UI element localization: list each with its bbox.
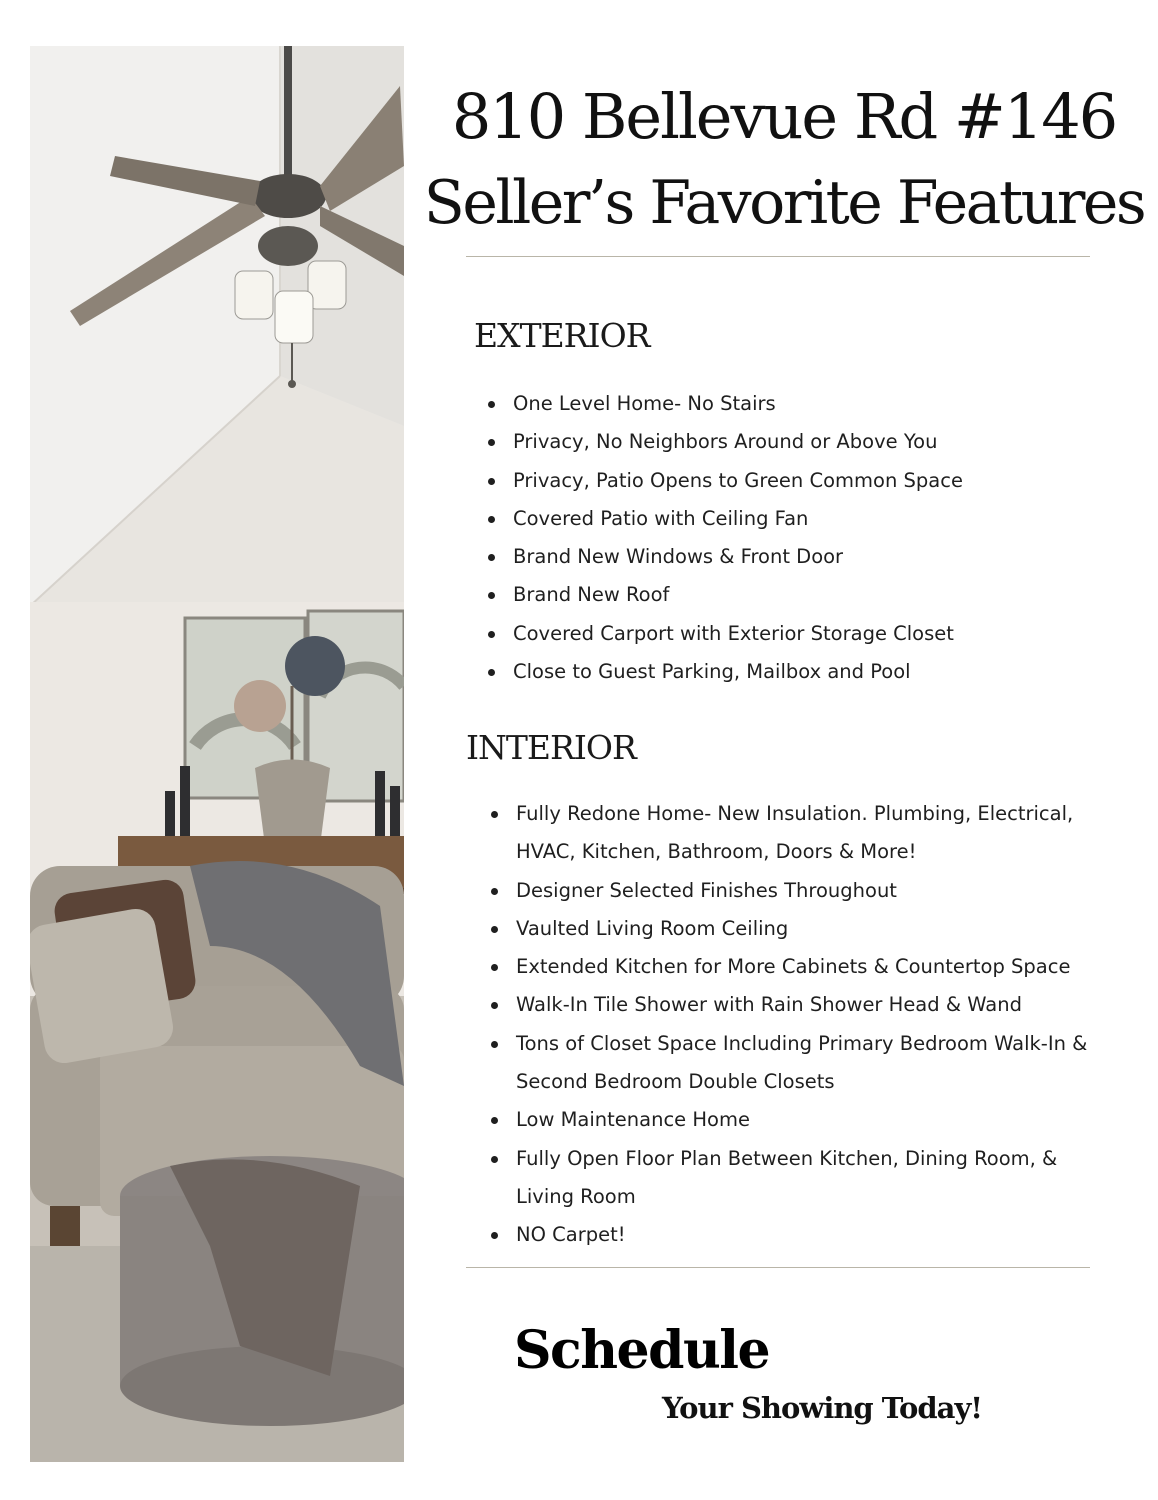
list-item: Extended Kitchen for More Cabinets & Countertop Space xyxy=(491,948,1111,986)
interior-heading: INTERIOR xyxy=(466,728,636,767)
list-item: Privacy, No Neighbors Around or Above You xyxy=(488,423,1128,461)
bottom-divider xyxy=(466,1267,1090,1268)
list-item: NO Carpet! xyxy=(491,1216,1111,1254)
title-subheading: Seller’s Favorite Features xyxy=(423,168,1145,238)
cta-heading: Schedule xyxy=(514,1320,770,1381)
list-item: Vaulted Living Room Ceiling xyxy=(491,910,1111,948)
list-item: Privacy, Patio Opens to Green Common Space xyxy=(488,462,1128,500)
interior-feature-list xyxy=(491,795,1111,1255)
list-item: Tons of Closet Space Including Primary Bedroom Walk-In & Second Bedroom Double Closets xyxy=(491,1025,1111,1102)
list-item: Covered Carport with Exterior Storage Closet xyxy=(488,615,1128,653)
page-title xyxy=(410,74,1158,246)
exterior-heading: EXTERIOR xyxy=(474,316,650,355)
list-item: One Level Home- No Stairs xyxy=(488,385,1128,423)
list-item: Walk-In Tile Shower with Rain Shower Head & Wand xyxy=(491,986,1111,1024)
title-address: 810 Bellevue Rd #146 xyxy=(451,80,1117,153)
list-item: Brand New Windows & Front Door xyxy=(488,538,1128,576)
list-item: Covered Patio with Ceiling Fan xyxy=(488,500,1128,538)
exterior-feature-list xyxy=(488,385,1128,691)
top-divider xyxy=(466,256,1090,257)
living-room-photo xyxy=(30,46,404,1462)
list-item: Designer Selected Finishes Throughout xyxy=(491,872,1111,910)
list-item: Low Maintenance Home xyxy=(491,1101,1111,1139)
cta-subheading: Your Showing Today! xyxy=(662,1391,983,1425)
list-item: Close to Guest Parking, Mailbox and Pool xyxy=(488,653,1128,691)
list-item: Brand New Roof xyxy=(488,576,1128,614)
list-item: Fully Redone Home- New Insulation. Plumbing, Electrical, HVAC, Kitchen, Bathroom, Doors & More! xyxy=(491,795,1111,872)
list-item: Fully Open Floor Plan Between Kitchen, Dining Room, & Living Room xyxy=(491,1140,1111,1217)
